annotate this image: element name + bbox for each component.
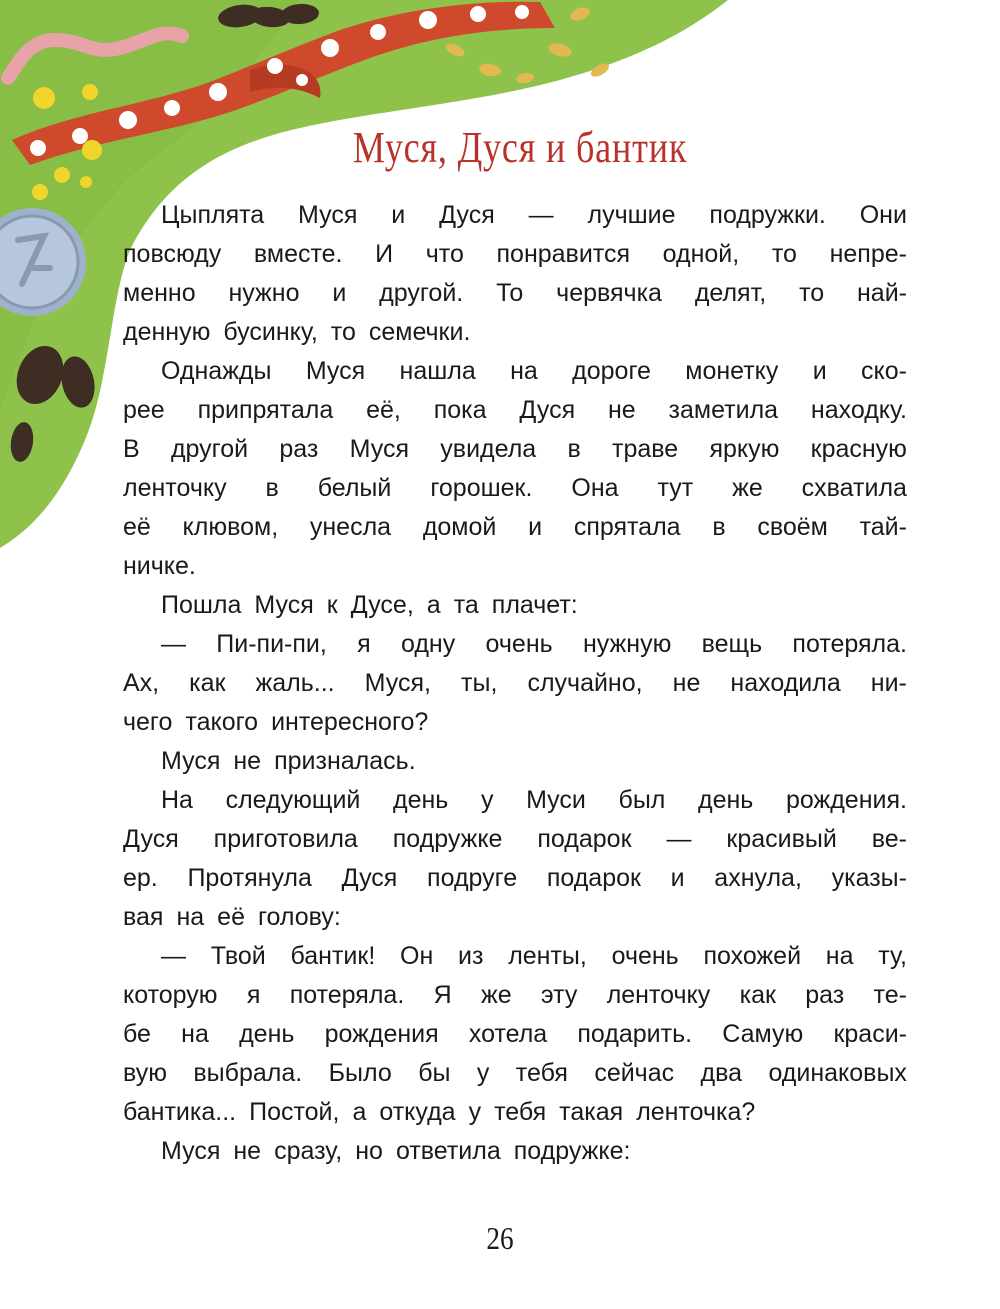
word: на (181, 1020, 209, 1048)
word: не (607, 396, 636, 424)
word: подарок (537, 825, 632, 853)
word: ве- (871, 825, 907, 853)
word: — (161, 630, 186, 658)
word: очень (485, 630, 553, 658)
word: тай- (859, 513, 907, 541)
text-line (123, 547, 907, 586)
word: в (712, 513, 726, 541)
word: голову: (257, 903, 341, 931)
word: клювом, (182, 513, 279, 541)
word: красную (810, 435, 907, 463)
text-line (123, 274, 907, 313)
word: одинаковых (768, 1059, 907, 1087)
text-line (123, 391, 907, 430)
word: ско- (861, 357, 907, 385)
word: траве (612, 435, 679, 463)
word: Дуся (341, 864, 398, 892)
text-line (123, 742, 907, 781)
word: Твой (210, 942, 266, 970)
word: из (458, 942, 484, 970)
word: Муся (349, 435, 410, 463)
word: На (161, 786, 193, 814)
word: не (233, 1137, 262, 1165)
word: у (480, 786, 494, 814)
word: подарок (546, 864, 641, 892)
word: дороге (572, 357, 651, 385)
word: бы (418, 1059, 451, 1087)
word: был (618, 786, 666, 814)
word: вещь (701, 630, 763, 658)
page-number: 26 (486, 1220, 514, 1256)
text-line (123, 352, 907, 391)
word: тебя (494, 1098, 547, 1126)
word: вую (123, 1059, 167, 1087)
word: ту, (878, 942, 907, 970)
word: повсюду (123, 240, 222, 268)
word: ленточку (123, 474, 227, 502)
word: рее (123, 396, 165, 424)
text-line (123, 1015, 907, 1054)
word: Было (328, 1059, 392, 1087)
word: Постой, (249, 1098, 340, 1126)
word: лучшие (587, 201, 676, 229)
word: тебя (515, 1059, 568, 1087)
word: белый (317, 474, 392, 502)
word: най- (857, 279, 907, 307)
word: я (357, 630, 371, 658)
word: Однажды (161, 357, 272, 385)
word: на (176, 903, 205, 931)
word: Протянула (187, 864, 312, 892)
text-line (123, 1093, 907, 1132)
word: выбрала. (193, 1059, 303, 1087)
word: красивый (726, 825, 837, 853)
word: та (453, 591, 479, 619)
word: следующий (225, 786, 361, 814)
word: и (391, 201, 406, 229)
word: вая (123, 903, 164, 931)
word: и (812, 357, 827, 385)
word: Самую (722, 1020, 804, 1048)
word: потеряла. (792, 630, 907, 658)
word: ленты, (508, 942, 587, 970)
word: непре- (829, 240, 907, 268)
word: её, (366, 396, 401, 424)
text-line (123, 664, 907, 703)
word: раз (279, 435, 319, 463)
word: ни- (870, 669, 907, 697)
word: горошек. (430, 474, 533, 502)
word: не (672, 669, 701, 697)
word: но (355, 1137, 383, 1165)
word: у (468, 1098, 482, 1126)
word: заметила (668, 396, 779, 424)
word: — (161, 942, 186, 970)
word: денную (123, 318, 211, 346)
word: откуда (379, 1098, 456, 1126)
word: Пошла (161, 591, 242, 619)
word: а (426, 591, 441, 619)
word: ленточка? (636, 1098, 756, 1126)
word: её (217, 903, 245, 931)
word: ничке. (123, 552, 196, 580)
word: Дусе, (350, 591, 414, 619)
word: Муся (305, 357, 366, 385)
word: к (326, 591, 338, 619)
word: схватила (801, 474, 907, 502)
word: случайно, (527, 669, 643, 697)
word: Муси (526, 786, 586, 814)
word: интересного? (271, 708, 429, 736)
word: ленточку (606, 981, 711, 1009)
word: сейчас (594, 1059, 675, 1087)
word: то (330, 318, 356, 346)
word: домой (422, 513, 497, 541)
word: одну (400, 630, 456, 658)
word: бе (123, 1020, 151, 1048)
word: два (700, 1059, 743, 1087)
word: указы- (831, 864, 907, 892)
word: находила (730, 669, 841, 697)
word: Цыплята (161, 201, 265, 229)
text-line (123, 937, 907, 976)
word: а (352, 1098, 367, 1126)
word: день (393, 786, 449, 814)
word: Муся (161, 747, 221, 775)
word: вместе. (253, 240, 343, 268)
word: своём (757, 513, 828, 541)
word: хотела (468, 1020, 548, 1048)
word: на (510, 357, 538, 385)
word: Муся (254, 591, 314, 619)
story-text (123, 196, 907, 1171)
word: в (567, 435, 581, 463)
word: Дуся (519, 396, 576, 424)
word: находку. (810, 396, 907, 424)
word: — (528, 201, 554, 229)
word: одной, (662, 240, 740, 268)
word: и (332, 279, 347, 307)
word: такая (559, 1098, 624, 1126)
word: у (476, 1059, 490, 1087)
word: спрятала (573, 513, 681, 541)
word: раз (805, 981, 845, 1009)
word: как (189, 669, 226, 697)
word: такого (185, 708, 259, 736)
word: И (375, 240, 394, 268)
word: не (233, 747, 262, 775)
text-line (123, 781, 907, 820)
text-line (123, 976, 907, 1015)
word: подруге (427, 864, 518, 892)
word: то (799, 279, 825, 307)
word: делят, (694, 279, 767, 307)
text-line (123, 1132, 907, 1171)
word: день (239, 1020, 295, 1048)
text-line (123, 1054, 907, 1093)
word: Я (433, 981, 452, 1009)
word: понравится (496, 240, 631, 268)
word: монетку (685, 357, 779, 385)
word: менно (123, 279, 196, 307)
word: эту (540, 981, 578, 1009)
word: подружке: (513, 1137, 631, 1165)
word: нужно (228, 279, 300, 307)
word: Дуся (439, 201, 495, 229)
text-line (123, 898, 907, 937)
word: рождения. (785, 786, 907, 814)
word: Она (571, 474, 619, 502)
word: я (246, 981, 261, 1009)
word: же (732, 474, 763, 502)
word: увидела (440, 435, 537, 463)
word: день (698, 786, 754, 814)
word: ер. (123, 864, 158, 892)
text-line (123, 313, 907, 352)
word: в (265, 474, 279, 502)
word: Муся (298, 201, 358, 229)
text-line (123, 196, 907, 235)
word: которую (123, 981, 218, 1009)
text-line (123, 586, 907, 625)
word: червячка (556, 279, 662, 307)
word: жаль... (255, 669, 335, 697)
word: ответила (395, 1137, 501, 1165)
text-line (123, 703, 907, 742)
word: другой (170, 435, 249, 463)
word: нужную (582, 630, 672, 658)
word: Муся, (364, 669, 431, 697)
word: подарить. (577, 1020, 693, 1048)
word: Муся (161, 1137, 221, 1165)
word: очень (611, 942, 679, 970)
word: нашла (399, 357, 476, 385)
word: То (496, 279, 524, 307)
word: же (480, 981, 512, 1009)
word: Ах, (123, 669, 160, 697)
word: пока (433, 396, 487, 424)
word: Пи-пи-пи, (216, 630, 327, 658)
word: ты, (461, 669, 498, 697)
word: плачет: (491, 591, 578, 619)
text-line (123, 820, 907, 859)
text-line (123, 235, 907, 274)
word: что (425, 240, 464, 268)
page-title: Муся, Дуся и бантик (352, 123, 688, 172)
text-line (123, 469, 907, 508)
word: яркую (709, 435, 780, 463)
word: на (825, 942, 854, 970)
word: — (666, 825, 692, 853)
word: и (528, 513, 543, 541)
word: те- (873, 981, 907, 1009)
word: ахнула, (714, 864, 802, 892)
word: потеряла. (289, 981, 405, 1009)
text-line (123, 430, 907, 469)
word: семечки. (368, 318, 471, 346)
word: Они (859, 201, 907, 229)
word: тут (657, 474, 694, 502)
word: сразу, (274, 1137, 343, 1165)
word: рождения (324, 1020, 439, 1048)
word: припрятала (197, 396, 334, 424)
word: приготовила (213, 825, 358, 853)
word: Он (400, 942, 434, 970)
word: бусинку, (223, 318, 318, 346)
word: чего (123, 708, 173, 736)
word: Дуся (123, 825, 179, 853)
word: подружки. (709, 201, 826, 229)
word: её (123, 513, 151, 541)
word: унесла (309, 513, 392, 541)
text-line (123, 859, 907, 898)
word: другой. (379, 279, 464, 307)
word: подружке (392, 825, 503, 853)
word: В (123, 435, 140, 463)
text-line (123, 625, 907, 664)
word: призналась. (274, 747, 416, 775)
text-line (123, 508, 907, 547)
word: как (739, 981, 776, 1009)
word: и (670, 864, 685, 892)
word: то (771, 240, 797, 268)
word: бантик! (290, 942, 376, 970)
word: похожей (703, 942, 802, 970)
word: краси- (833, 1020, 907, 1048)
word: бантика... (123, 1098, 237, 1126)
